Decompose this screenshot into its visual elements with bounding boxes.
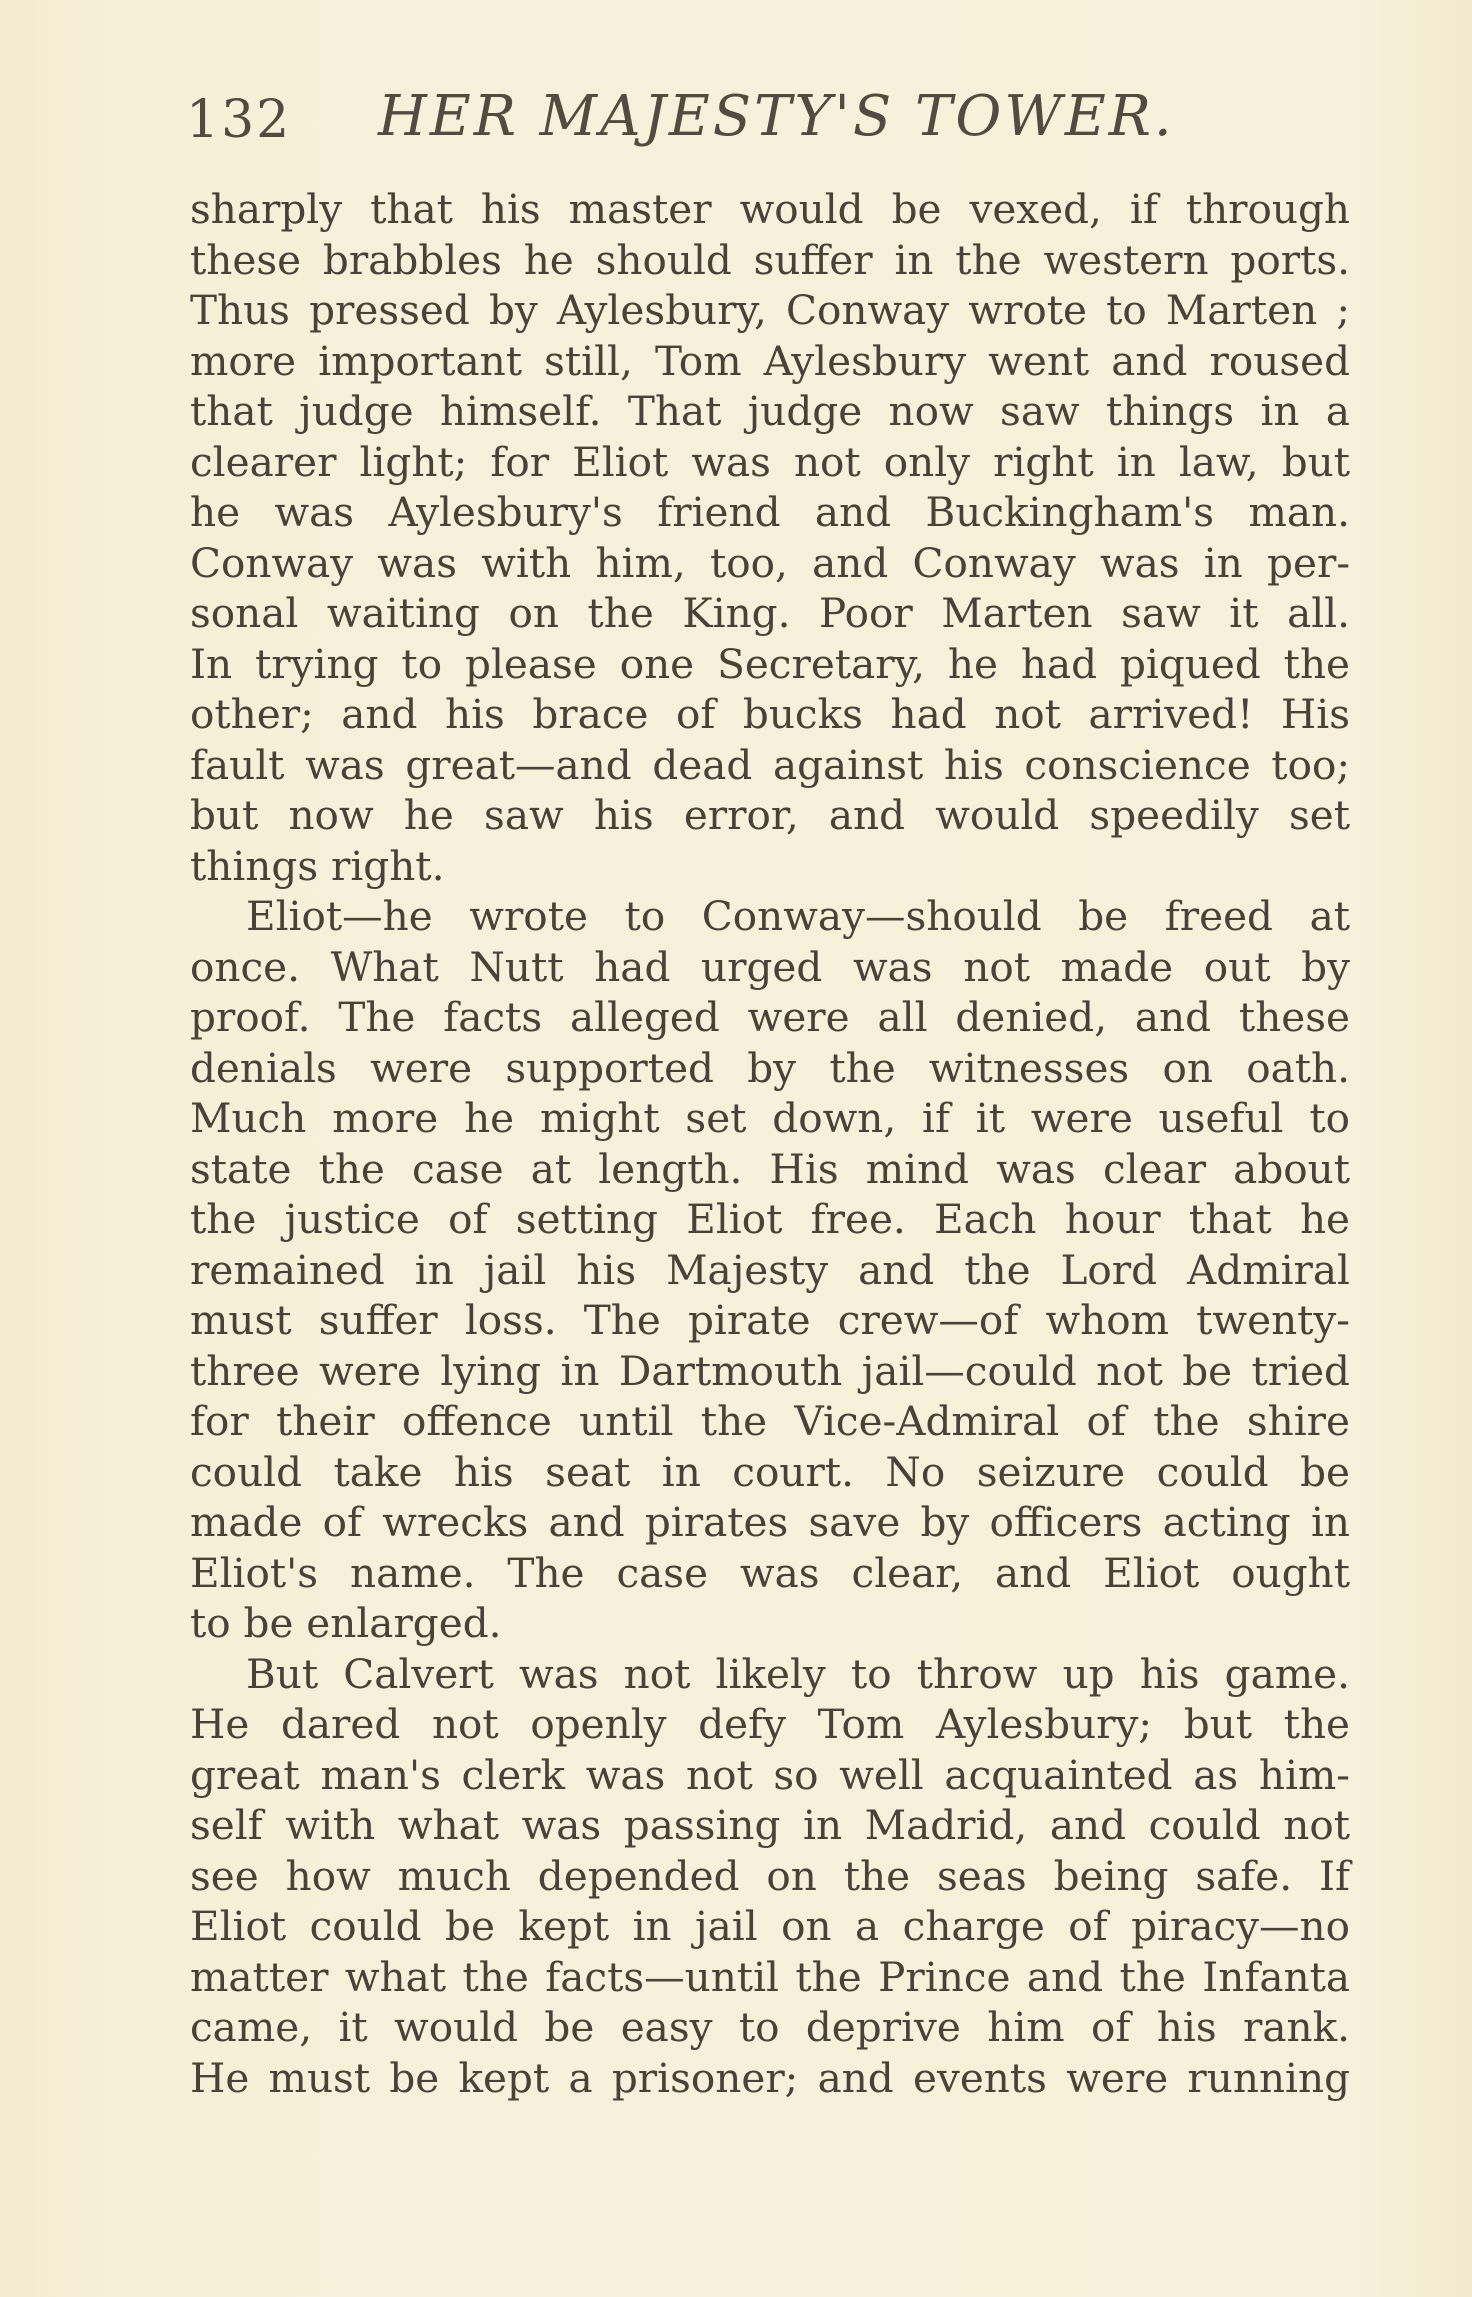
text-line: came, it would be easy to deprive him of his rank. [190, 2003, 1350, 2051]
text-line: sonal waiting on the King. Poor Marten saw it all. [190, 589, 1350, 637]
text-line: Conway was with him, too, and Conway was in per- [190, 538, 1350, 587]
text-line: Thus pressed by Aylesbury, Conway wrote to Marten ; [190, 286, 1350, 334]
text-line: Eliot's name. The case was clear, and Eliot ought [190, 1548, 1350, 1597]
text-line: He dared not openly defy Tom Aylesbury; but the [190, 1700, 1350, 1748]
page-header [186, 84, 1186, 154]
text-line: great man's clerk was not so well acquainted as him- [190, 1750, 1350, 1799]
text-line: must suffer loss. The pirate crew—of whom twenty- [190, 1296, 1350, 1344]
text-line: but now he saw his error, and would speedily set [190, 791, 1350, 839]
text-line: remained in jail his Majesty and the Lord Admiral [190, 1245, 1350, 1294]
text-line: clearer light; for Eliot was not only right in law, but [190, 437, 1350, 486]
text-line: to be enlarged. [190, 1599, 502, 1647]
text-line: sharply that his master would be vexed, if through [190, 185, 1350, 233]
text-line: denials were supported by the witnesses on oath. [190, 1043, 1350, 1092]
text-line: three were lying in Dartmouth jail—could not be tried [190, 1346, 1350, 1395]
text-line: matter what the facts—until the Prince and the Infanta [190, 1952, 1350, 2001]
text-line: he was Aylesbury's friend and Buckingham's man. [190, 488, 1350, 536]
text-line: that judge himself. That judge now saw things in a [190, 387, 1350, 435]
text-line: made of wrecks and pirates save by officers acting in [190, 1498, 1350, 1546]
text-line: proof. The facts alleged were all denied, and these [190, 993, 1350, 1041]
text-line: these brabbles he should suffer in the western ports. [190, 235, 1350, 284]
text-line: more important still, Tom Aylesbury went and roused [190, 336, 1350, 385]
text-line: once. What Nutt had urged was not made out by [190, 942, 1350, 991]
text-line: for their offence until the Vice-Admiral of the shire [190, 1397, 1350, 1445]
text-line: Much more he might set down, if it were useful to [190, 1094, 1350, 1142]
text-line: other; and his brace of bucks had not arrived! His [190, 690, 1350, 738]
running-title: HER MAJESTY'S TOWER. [378, 84, 1175, 149]
body-text [190, 184, 1350, 2103]
text-line: But Calvert was not likely to throw up his game. [246, 1649, 1350, 1698]
text-line: Eliot could be kept in jail on a charge of piracy—no [190, 1902, 1350, 1950]
text-line: the justice of setting Eliot free. Each hour that he [190, 1195, 1350, 1243]
text-line: could take his seat in court. No seizure could be [190, 1447, 1350, 1496]
text-line: things right. [190, 841, 445, 890]
text-line: Eliot—he wrote to Conway—should be freed at [246, 892, 1350, 940]
text-line: In trying to please one Secretary, he had piqued the [190, 639, 1350, 688]
text-line: He must be kept a prisoner; and events were running [190, 2053, 1350, 2102]
text-line: fault was great—and dead against his conscience too; [190, 740, 1350, 789]
text-line: state the case at length. His mind was clear about [190, 1144, 1350, 1193]
page-number: 132 [186, 90, 292, 150]
text-line: see how much depended on the seas being safe. If [190, 1851, 1350, 1900]
text-line: self with what was passing in Madrid, and could not [190, 1801, 1350, 1849]
